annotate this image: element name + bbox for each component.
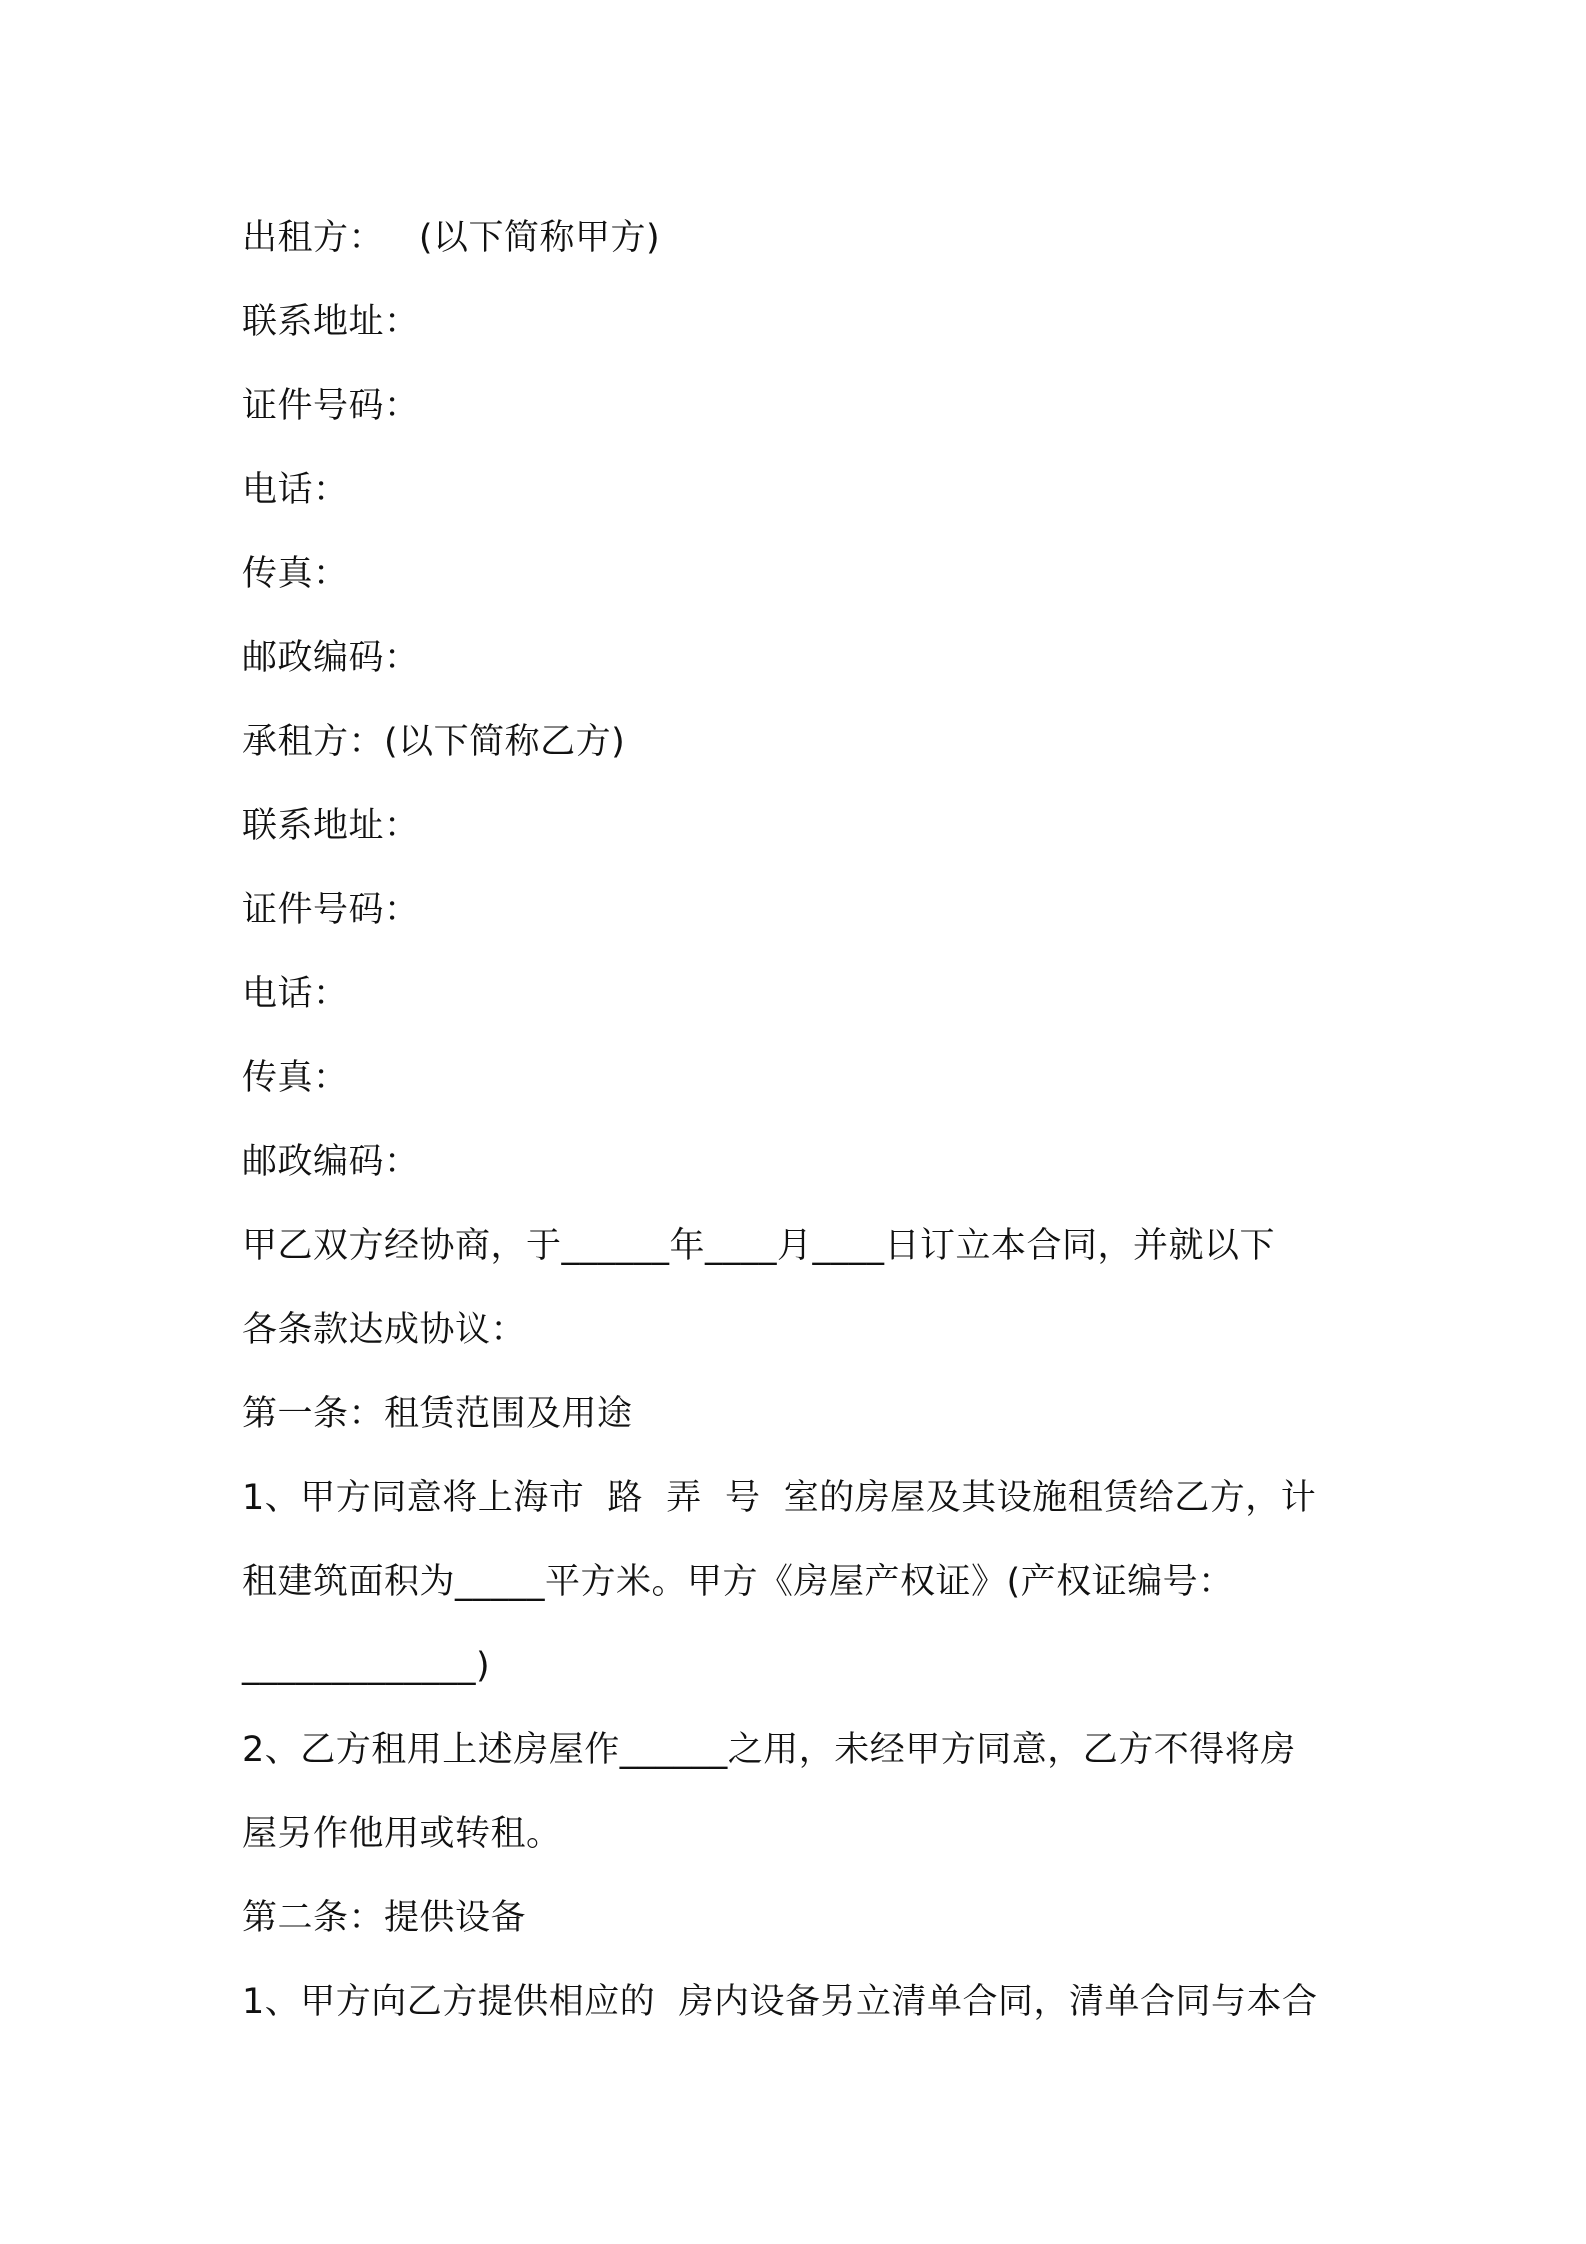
lessee-postcode-line: 邮政编码： — [242, 1142, 420, 1182]
article-two-clause-1: 1、甲方向乙方提供相应的 房内设备另立清单合同，清单合同与本合 — [242, 1982, 1318, 2022]
lessee-id-line: 证件号码： — [242, 890, 420, 930]
lessor-id-line: 证件号码： — [242, 386, 420, 426]
agreement-intro-cont-line: 各条款达成协议： — [242, 1310, 527, 1350]
lessor-address-line: 联系地址： — [242, 302, 420, 342]
lessor-postcode-line: 邮政编码： — [242, 638, 420, 678]
article-one-clause-1-cont: 租建筑面积为_____平方米。甲方《房屋产权证》(产权证编号： — [242, 1562, 1234, 1602]
lessee-fax-line: 传真： — [242, 1058, 349, 1098]
lessor-fax-line: 传真： — [242, 554, 349, 594]
agreement-intro-line: 甲乙双方经协商，于______年____月____日订立本合同，并就以下 — [242, 1226, 1276, 1266]
lessee-address-line: 联系地址： — [242, 806, 420, 846]
document-body — [242, 196, 1362, 2044]
article-one-heading: 第一条：租赁范围及用途 — [242, 1394, 633, 1434]
article-one-clause-1-cert-number: _____________) — [242, 1646, 491, 1686]
lessor-line: 出租方： (以下简称甲方) — [242, 218, 661, 258]
lessee-phone-line: 电话： — [242, 974, 349, 1014]
lessor-phone-line: 电话： — [242, 470, 349, 510]
article-one-clause-1: 1、甲方同意将上海市 路 弄 号 室的房屋及其设施租赁给乙方，计 — [242, 1478, 1317, 1518]
article-one-clause-2: 2、乙方租用上述房屋作______之用，未经甲方同意，乙方不得将房 — [242, 1730, 1296, 1770]
lessee-line: 承租方：(以下简称乙方) — [242, 722, 626, 762]
article-two-heading: 第二条：提供设备 — [242, 1898, 527, 1938]
article-one-clause-2-cont: 屋另作他用或转租。 — [242, 1814, 562, 1854]
